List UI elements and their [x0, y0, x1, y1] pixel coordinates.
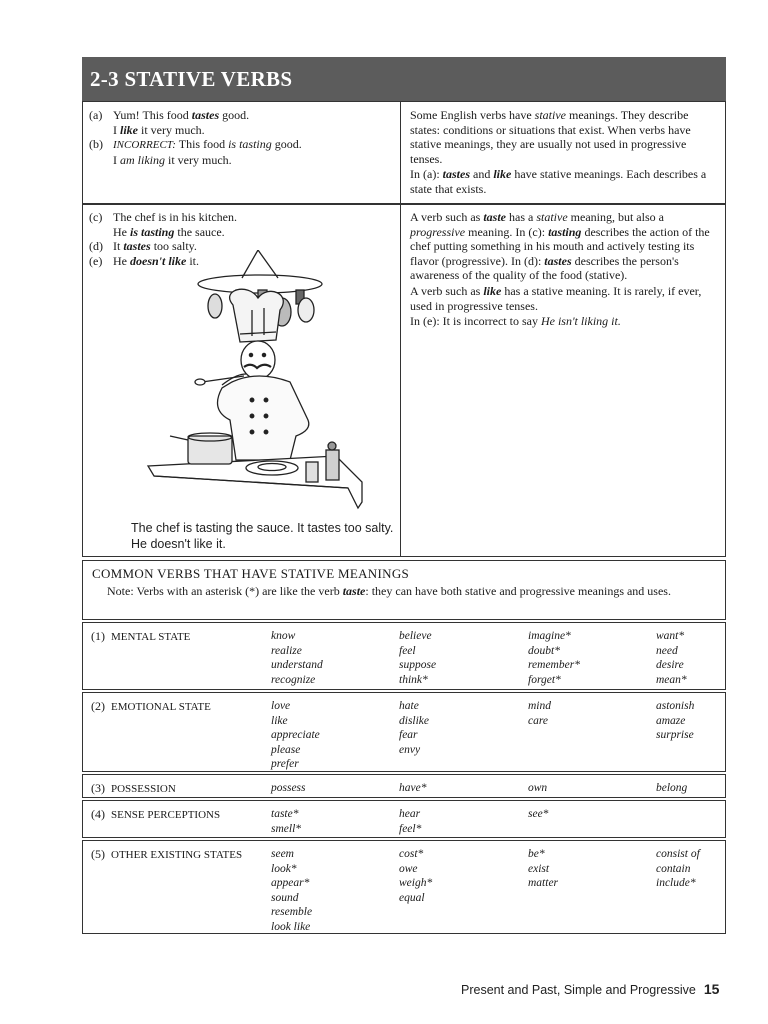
common-verbs-note: Note: Verbs with an asterisk (*) are like the verb taste: they can have both stative and progressive meanings and uses. [107, 584, 671, 598]
verb-column: possess [271, 782, 306, 794]
chef-illustration [140, 250, 365, 515]
verb-column: hate dislike fear envy [399, 700, 430, 756]
verb-column: belong [656, 782, 688, 794]
common-verbs-title: COMMON VERBS THAT HAVE STATIVE MEANINGS [92, 566, 410, 581]
category-sense-perceptions [82, 800, 726, 838]
verb-column: mind care [528, 700, 551, 727]
explanation-paragraph: In (a): tastes and like have stative meanings. Each describes a state that exists. [410, 167, 707, 196]
section-1-explanation [410, 108, 710, 198]
category-label: (5) OTHER EXISTING STATES [91, 847, 243, 861]
verb-column: imagine* doubt* remember* forget* [528, 630, 580, 686]
example-e: (e) He doesn't like it. [89, 253, 200, 268]
example-b-line-2: I am liking it very much. [113, 152, 232, 167]
verb-column: be* exist matter [528, 848, 559, 889]
category-label: (2) EMOTIONAL STATE [91, 699, 211, 713]
verb-column: cost* owe weigh* equal [399, 848, 433, 904]
verb-column: love like appreciate please prefer [271, 700, 320, 770]
category-mental-state [82, 622, 726, 690]
section-2-explanation [410, 210, 710, 330]
verb-column: believe feel suppose think* [399, 630, 437, 686]
verb-column: have* [399, 782, 427, 794]
explanation-paragraph: A verb such as taste has a stative meaning, but also a progressive meaning. In (c): tasting describes the action of the chef putting something in his mouth and actively testing its flavor (progressive). In (d): tastes describes the person's awareness of the quality of the food (stative). [410, 210, 710, 283]
example-c-line-2: He is tasting the sauce. [113, 224, 225, 239]
example-a: (a) Yum! This food tastes good. [89, 108, 250, 122]
example-d: (d) It tastes too salty. [89, 239, 197, 253]
section-title: 2-3 STATIVE VERBS [82, 57, 726, 101]
verb-column: consist of contain include* [656, 848, 700, 889]
running-footer: Present and Past, Simple and Progressive [461, 983, 696, 997]
example-a-line-2: I like it very much. [113, 122, 205, 137]
section-1-examples [89, 108, 302, 167]
example-c: (c) The chef is in his kitchen. [89, 210, 237, 224]
illustration-caption: The chef is tasting the sauce. It tastes too salty. He doesn't like it. [131, 521, 394, 551]
verb-column: taste* smell* [271, 808, 302, 835]
verb-column: seem look* appear* sound resemble look like [271, 848, 313, 933]
category-label: (1) MENTAL STATE [91, 629, 191, 643]
category-possession [82, 774, 726, 798]
verb-column: see* [528, 808, 549, 820]
category-label: (4) SENSE PERCEPTIONS [91, 807, 221, 821]
example-b: (b) INCORRECT: This food is tasting good. [89, 137, 302, 151]
section-1-divider [400, 101, 401, 204]
category-other-existing-states [82, 840, 726, 934]
verb-column: hear feel* [399, 808, 422, 835]
verb-column: want* need desire mean* [656, 630, 687, 686]
verb-column: astonish amaze surprise [656, 700, 695, 741]
category-emotional-state [82, 692, 726, 772]
explanation-paragraph: In (e): It is incorrect to say He isn't liking it. [410, 314, 621, 329]
explanation-paragraph: Some English verbs have stative meanings. They describe states: conditions or situations that exist. When verbs have stative meanings, they are usually not used in progressive tenses. [410, 108, 691, 166]
category-label: (3) POSSESSION [91, 781, 176, 795]
explanation-paragraph: A verb such as like has a stative meaning. It is rarely, if ever, used in progressive tenses. [410, 283, 702, 313]
verb-column: know realize understand recognize [271, 630, 323, 686]
section-2-divider [400, 204, 401, 557]
page-footer [461, 981, 719, 997]
page-number: 15 [703, 981, 720, 997]
verb-column: own [528, 782, 548, 794]
